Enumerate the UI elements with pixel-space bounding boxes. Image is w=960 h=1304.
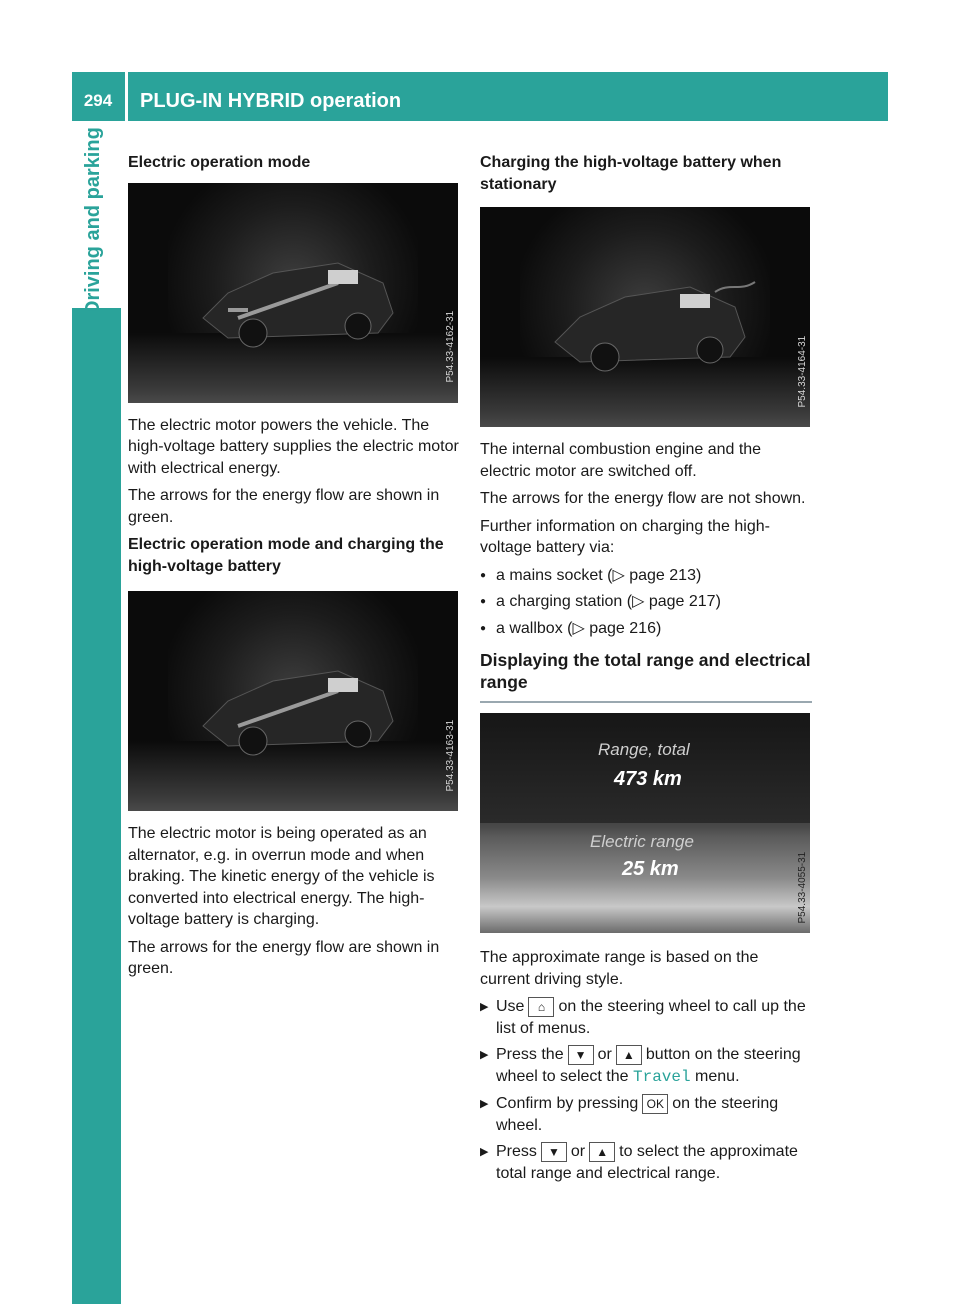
instruction-step: ▶ Press the ▼ or ▲ button on the steering wheel to select the Travel menu. [480, 1044, 812, 1088]
up-key-icon: ▲ [589, 1142, 615, 1162]
paragraph: The electric motor is being operated as an alternator, e.g. in overrun mode and when braking. The kinetic energy of the vehicle is converted into electrical energy. The high-voltage battery is charging. [128, 825, 435, 928]
travel-menu-name: Travel [632, 1067, 691, 1086]
instruction-step: ▶ Press ▼ or ▲ to select the approximate total range and electrical range. [480, 1141, 812, 1184]
image-code: P54.33-4163-31 [445, 719, 456, 791]
list-item: ● a charging station (▷ page 217) [480, 591, 812, 613]
side-tab-label-wrap [82, 127, 112, 315]
section-title: PLUG-IN HYBRID operation [140, 90, 402, 112]
range-total-value: 473 km [614, 768, 682, 790]
electric-range-value: 25 km [622, 858, 679, 880]
ok-key-icon: OK [642, 1094, 668, 1114]
down-key-icon: ▼ [541, 1142, 567, 1162]
paragraph: The arrows for the energy flow are shown in green. [128, 938, 440, 977]
heading-display-range: Displaying the total range and electrical range [480, 649, 812, 703]
vehicle-image-electric-mode [128, 183, 458, 403]
instruction-step: ▶ Confirm by pressing OK on the steering wheel. [480, 1093, 812, 1136]
vehicle-image-charging-mode [128, 591, 458, 811]
paragraph: Further information on charging the high-voltage battery via: [480, 517, 770, 556]
electric-range-label: Electric range [590, 832, 694, 851]
list-item: ● a mains socket (▷ page 213) [480, 565, 812, 587]
left-column [128, 152, 460, 986]
paragraph: The electric motor powers the vehicle. The high-voltage battery supplies the electric motor with electrical energy. [128, 416, 459, 477]
heading-charging-stationary: Charging the high-voltage battery when stationary [480, 154, 782, 193]
image-code: P54.33-4164-31 [797, 335, 808, 407]
paragraph: The arrows for the energy flow are shown in green. [128, 487, 440, 526]
vehicle-silhouette-icon [188, 646, 408, 766]
paragraph: The approximate range is based on the current driving style. [480, 949, 759, 988]
paragraph: The internal combustion engine and the electric motor are switched off. [480, 441, 762, 480]
vehicle-silhouette-icon [188, 238, 408, 358]
instruction-step: ▶ Use ⌂ on the steering wheel to call up the list of menus. [480, 996, 812, 1039]
image-code: P54.33-4055-31 [797, 851, 808, 923]
heading-electric-mode: Electric operation mode [128, 154, 311, 171]
range-display-image [480, 713, 810, 933]
range-total-label: Range, total [598, 740, 690, 759]
right-column [480, 152, 812, 1189]
vehicle-silhouette-icon [540, 262, 760, 382]
list-item: ● a wallbox (▷ page 216) [480, 618, 812, 640]
image-code: P54.33-4162-31 [445, 310, 456, 383]
vehicle-image-stationary [480, 207, 810, 427]
header-divider [125, 72, 128, 121]
paragraph: The arrows for the energy flow are not shown. [480, 490, 806, 507]
down-key-icon: ▼ [568, 1045, 594, 1065]
home-key-icon: ⌂ [528, 997, 554, 1017]
heading-electric-charging: Electric operation mode and charging the high-voltage battery [128, 536, 444, 575]
up-key-icon: ▲ [616, 1045, 642, 1065]
page-number: 294 [83, 91, 113, 110]
side-tab-label: Driving and parking [82, 127, 104, 315]
